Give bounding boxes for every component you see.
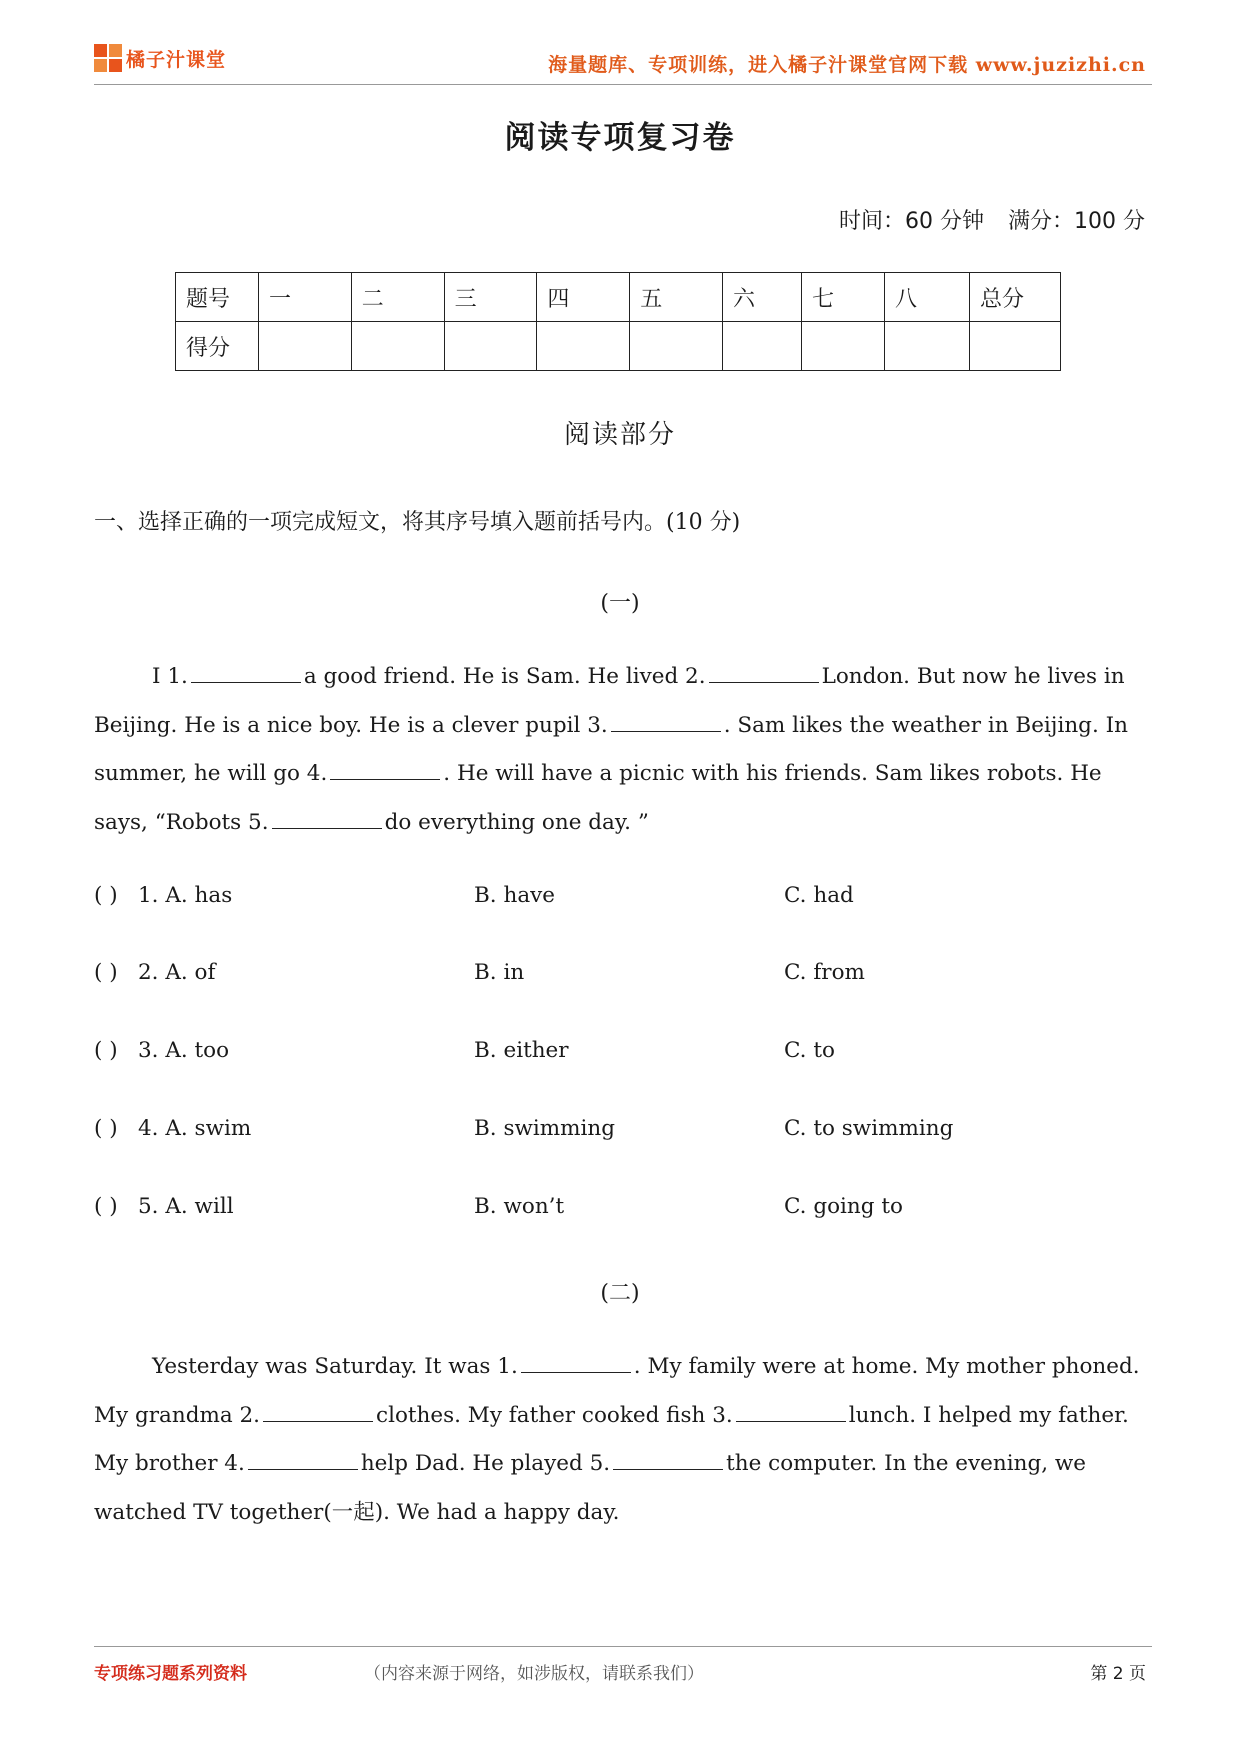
option-row [94, 883, 1144, 913]
footer-series: 专项练习题系列资料 [94, 1664, 247, 1684]
score-input-cell[interactable] [351, 322, 444, 371]
answer-blank[interactable] [248, 1447, 358, 1470]
text-segment: Yesterday was Saturday. It was 1. [152, 1354, 518, 1379]
text-segment: lunch. I helped my father. My brother 4. [94, 1402, 1129, 1477]
section-title: 阅读部分 [563, 420, 676, 450]
answer-blank[interactable] [736, 1399, 846, 1422]
score-table [175, 272, 1061, 371]
answer-blank[interactable] [709, 660, 819, 683]
score-cell: 三 [444, 273, 537, 322]
text-segment: clothes. My father cooked fish 3. [376, 1402, 733, 1428]
score-input-cell[interactable] [970, 322, 1061, 371]
answer-paren[interactable]: ( ) [94, 1038, 118, 1063]
answer-blank[interactable] [611, 709, 721, 732]
score-cell: 六 [723, 273, 802, 322]
option-a: 3. A. too [138, 1038, 230, 1063]
option-c: C. to swimming [784, 1116, 954, 1141]
score-input-cell[interactable] [885, 322, 970, 371]
answer-blank[interactable] [330, 757, 440, 780]
passage-text [94, 653, 1144, 848]
text-segment: London. But now he lives in Beijing. He is a nice boy. He is a clever pupil 3. [94, 664, 1125, 738]
part-mark-1: (一) [600, 591, 640, 616]
option-a: 5. A. will [138, 1194, 234, 1219]
answer-blank[interactable] [613, 1447, 723, 1470]
text-segment: . He will have a picnic with his friends. Sam likes robots. He says, “Robots 5. [94, 761, 1102, 836]
option-c: C. had [784, 883, 854, 908]
passage-2 [94, 1343, 1144, 1538]
text-segment: do everything one day. ” [384, 810, 649, 836]
logo [94, 44, 226, 72]
score-input-cell[interactable] [259, 322, 352, 371]
option-row [94, 1038, 1144, 1068]
exam-meta [815, 204, 1145, 235]
score-input-cell[interactable] [630, 322, 723, 371]
score-input-cell[interactable] [802, 322, 885, 371]
answer-blank[interactable] [521, 1350, 631, 1373]
text-segment: . Sam likes the weather in Beijing. In summer, he will go 4. [94, 712, 1128, 787]
option-c: C. to [784, 1038, 835, 1063]
logo-icon [94, 44, 122, 72]
score-table-score-row [176, 322, 1061, 371]
answer-blank[interactable] [263, 1399, 373, 1422]
option-row [94, 1194, 1144, 1224]
answer-paren[interactable]: ( ) [94, 1194, 118, 1219]
question-title: 一、选择正确的一项完成短文，将其序号填入题前括号内。(10 分) [94, 510, 741, 535]
option-b: B. in [474, 960, 525, 985]
option-row [94, 1116, 1144, 1146]
passage-text [94, 1343, 1144, 1538]
answer-paren[interactable]: ( ) [94, 960, 118, 985]
exam-full-score: 满分：100 分 [1008, 209, 1145, 234]
passage-1 [94, 653, 1144, 848]
score-table-header-row [176, 273, 1061, 322]
page-footer [94, 1646, 1152, 1687]
option-a: 2. A. of [138, 960, 216, 985]
score-cell: 总分 [970, 273, 1061, 322]
option-a: 1. A. has [138, 883, 233, 908]
answer-paren[interactable]: ( ) [94, 1116, 118, 1141]
page-title: 阅读专项复习卷 [504, 120, 736, 156]
option-b: B. either [474, 1038, 569, 1063]
option-c: C. from [784, 960, 865, 985]
part-mark-2: (二) [600, 1281, 640, 1306]
score-cell: 五 [630, 273, 723, 322]
score-cell: 二 [351, 273, 444, 322]
option-b: B. swimming [474, 1116, 616, 1141]
footer-copyright: （内容来源于网络，如涉版权，请联系我们） [364, 1664, 704, 1684]
score-cell: 四 [537, 273, 630, 322]
text-segment: help Dad. He played 5. [360, 1451, 611, 1477]
option-a: 4. A. swim [138, 1116, 252, 1141]
header-slogan: 海量题库、专项训练，进入橘子汁课堂官网下载 www.juzizhi.cn [548, 54, 1146, 76]
page-header [94, 44, 1152, 85]
score-cell: 一 [259, 273, 352, 322]
score-cell: 题号 [176, 273, 259, 322]
logo-text: 橘子汁课堂 [126, 48, 227, 71]
score-input-cell[interactable] [444, 322, 537, 371]
text-segment: the computer. In the evening, we watched TV together(一起). We had a happy day. [94, 1451, 1087, 1526]
option-c: C. going to [784, 1194, 903, 1219]
answer-blank[interactable] [191, 660, 301, 683]
score-cell: 七 [802, 273, 885, 322]
option-row [94, 960, 1144, 990]
answer-blank[interactable] [272, 806, 382, 829]
text-segment: I 1. [152, 664, 188, 689]
option-b: B. have [474, 883, 556, 908]
answer-paren[interactable]: ( ) [94, 883, 118, 908]
page-number: 第 2 页 [1090, 1664, 1146, 1684]
score-input-cell[interactable] [537, 322, 630, 371]
text-segment: a good friend. He is Sam. He lived 2. [303, 664, 706, 689]
exam-time: 时间：60 分钟 [839, 209, 984, 234]
text-segment: . My family were at home. My mother phoned. My grandma 2. [94, 1354, 1140, 1428]
option-b: B. won’t [474, 1194, 565, 1219]
score-cell: 得分 [176, 322, 259, 371]
score-cell: 八 [885, 273, 970, 322]
score-input-cell[interactable] [723, 322, 802, 371]
